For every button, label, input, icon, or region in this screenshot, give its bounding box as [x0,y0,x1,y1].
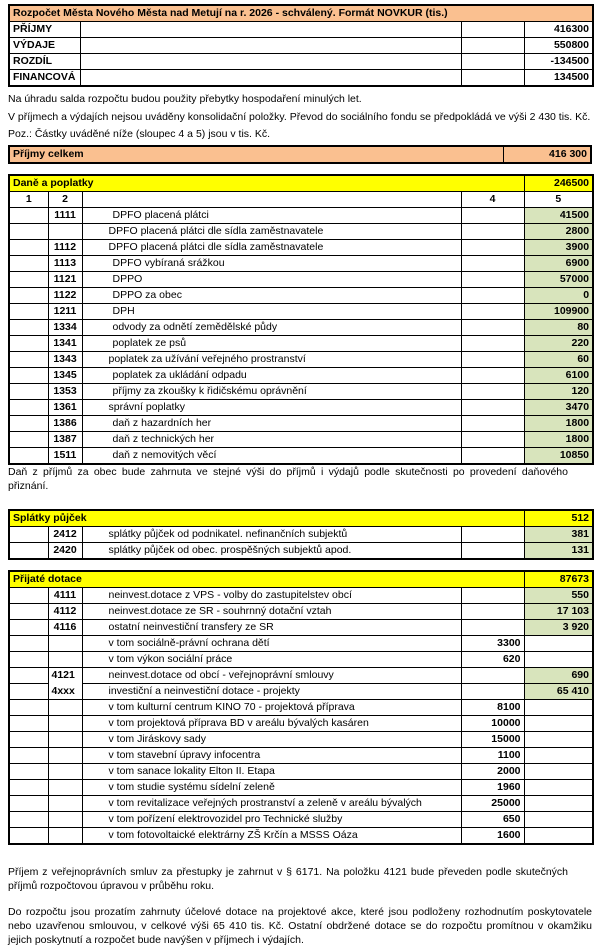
table-row: v tom stavební úpravy infocentra 1100 [9,748,593,764]
column-header-row: 1 2 4 5 [9,192,593,208]
note-deficit: Na úhradu salda rozpočtu budou použity přebytky hospodaření minulých let. [8,93,362,105]
table-row: 1113 DPFO vybíraná srážkou 6900 [9,256,593,272]
table-row: v tom sociálně-právní ochrana dětí 3300 [9,636,593,652]
loans-table [8,509,594,560]
loans-header-label: Splátky půjček [9,510,524,527]
note-units: Poz.: Částky uváděné níže (sloupec 4 a 5) jsou v tis. Kč. [8,128,271,140]
table-row: 1343 poplatek za užívání veřejného prostranství 60 [9,352,593,368]
table-row: 4121 neinvest.dotace od obcí - veřejnoprávní smlouvy 690 [9,668,593,684]
table-row: 1121 DPPO 57000 [9,272,593,288]
table-row: 4112 neinvest.dotace ze SR - souhrnný dotační vztah 17 103 [9,604,593,620]
summary-row: PŘÍJMY 416300 [9,22,593,38]
table-row: 1122 DPPO za obec 0 [9,288,593,304]
grants-header-label: Přijaté dotace [9,571,524,588]
table-row: 4xxx investiční a neinvestiční dotace - projekty 65 410 [9,684,593,700]
note-grants: Do rozpočtu jsou prozatím zahrnuty účelové dotace na projektové akce, které jsou podloženy rozhodnutím poskytovatele nebo uzavřenou smlouvou, v celkové výši 65 410 tis. Kč. Ostatní obdržené dotace se do rozpočtu promítnou v okamžiku jejich poskytnutí a rozpočet bude navýšen v příjmech i výdajích. [8,906,592,946]
table-row: 1111 DPFO placená plátci 41500 [9,208,593,224]
table-row: 4116 ostatní neinvestiční transfery ze SR 3 920 [9,620,593,636]
table-row: v tom studie systému sídelní zeleně 1960 [9,780,593,796]
table-row: v tom Jiráskovy sady 15000 [9,732,593,748]
summary-row: FINANCOVÁ 134500 [9,70,593,87]
table-row: v tom výkon sociální práce 620 [9,652,593,668]
note-income-tax: Daň z příjmů za obec bude zahrnuta ve stejné výši do příjmů i výdajů podle skutečnosti po provedení daňového přiznání. [8,466,568,492]
document-title: Rozpočet Města Nového Města nad Metují na r. 2026 - schválený. Formát NOVKUR (tis.) [9,5,593,22]
table-row: 1112 DPFO placená plátci dle sídla zaměstnavatele 3900 [9,240,593,256]
taxes-header-value: 246500 [524,175,593,192]
taxes-header-label: Daně a poplatky [9,175,524,192]
table-row: 2420 splátky půjček od obec. prospěšných subjektů apod. 131 [9,543,593,560]
table-row: 4111 neinvest.dotace z VPS - volby do zastupitelstev obcí 550 [9,588,593,604]
table-row: 1361 správní poplatky 3470 [9,400,593,416]
total-income-label: Příjmy celkem [9,146,504,163]
summary-table [8,4,594,87]
table-row: DPFO placená plátci dle sídla zaměstnavatele 2800 [9,224,593,240]
table-row: 1341 poplatek ze psů 220 [9,336,593,352]
table-row: 1211 DPH 109900 [9,304,593,320]
total-income-value: 416 300 [504,146,592,163]
table-row: v tom projektová příprava BD v areálu bývalých kasáren 10000 [9,716,593,732]
table-row: v tom revitalizace veřejných prostranství a zeleně v areálu bývalých 25000 [9,796,593,812]
table-row: v tom sanace lokality Elton II. Etapa 2000 [9,764,593,780]
summary-row: VÝDAJE 550800 [9,38,593,54]
grants-table [8,570,594,845]
table-row: v tom pořízení elektrovozidel pro Technické služby 650 [9,812,593,828]
table-row: 1353 příjmy za zkoušky k řidičskému oprávnění 120 [9,384,593,400]
note-offences: Příjem z veřejnoprávních smluv za přestupky je zahrnut v § 6171. Na položku 4121 bude převeden podle skutečných příjmů rozpočtovou úpravou v průběhu roku. [8,866,568,892]
total-income-table [8,145,592,164]
table-row: 2412 splátky půjček od podnikatel. nefinančních subjektů 381 [9,527,593,543]
taxes-table [8,174,594,465]
table-row: 1386 daň z hazardních her 1800 [9,416,593,432]
table-row: v tom fotovoltaické elektrárny ZŠ Krčín a MSSS Oáza 1600 [9,828,593,845]
table-row: 1511 daň z nemovitých věcí 10850 [9,448,593,465]
table-row: 1334 odvody za odnětí zemědělské půdy 80 [9,320,593,336]
loans-header-value: 512 [524,510,593,527]
table-row: 1345 poplatek za ukládání odpadu 6100 [9,368,593,384]
budget-document [8,4,592,947]
note-consolidation: V příjmech a výdajích nejsou uváděny konsolidační položky. Převod do sociálního fondu se předpokládá ve výši 2 430 tis. Kč. [8,111,591,123]
table-row: 1387 daň z technických her 1800 [9,432,593,448]
table-row: v tom kulturní centrum KINO 70 - projektová příprava 8100 [9,700,593,716]
summary-row: ROZDÍL -134500 [9,54,593,70]
grants-header-value: 87673 [524,571,593,588]
